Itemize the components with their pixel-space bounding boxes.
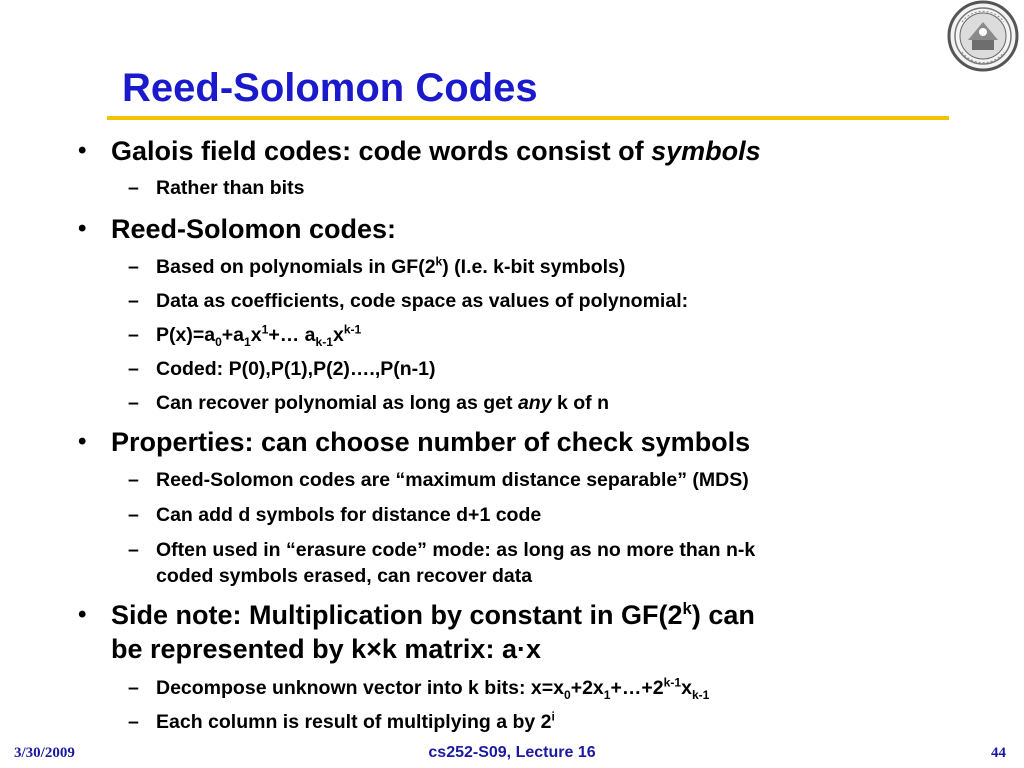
sub-bullet-recover-polynomial [128, 390, 609, 416]
sub-bullet-mds [128, 467, 749, 493]
sub-bullet-text: Data as coefficients, code space as values of polynomial: [156, 290, 689, 312]
sub-bullet-each-column [128, 709, 555, 735]
sub-bullet-text: Reed-Solomon codes are “maximum distance separable” (MDS) [156, 469, 749, 491]
dash-marker: – [128, 324, 139, 346]
bullet-marker: • [78, 601, 87, 628]
sub-bullet-emphasis: any [517, 392, 552, 414]
dash-marker: – [128, 358, 139, 380]
dash-marker: – [128, 290, 139, 312]
bullet-text-continued: x [525, 634, 541, 664]
formula-part: x [250, 324, 262, 346]
sub-bullet-text: Coded: P(0),P(1),P(2)….,P(n-1) [156, 358, 436, 380]
bullet-marker: • [78, 428, 87, 455]
footer-course: cs252-S09, Lecture 16 [428, 744, 596, 761]
subscript: 1 [603, 687, 611, 702]
bullet-properties [78, 425, 751, 459]
formula-part: +…+2 [610, 677, 664, 699]
slide-title: Reed-Solomon Codes [122, 66, 538, 110]
sub-bullet-polynomial-formula [128, 322, 362, 349]
times-symbol: × [366, 634, 382, 664]
bullet-text-continued: k matrix: a [381, 634, 517, 664]
footer-date: 3/30/2009 [14, 745, 75, 761]
bullet-text-continued: be represented by k [111, 634, 367, 664]
subscript: 1 [244, 334, 251, 349]
footer-page-number: 44 [991, 745, 1006, 761]
dash-marker: – [128, 469, 139, 491]
sub-bullet-text: Can recover polynomial as long as get [156, 392, 518, 414]
bullet-marker: • [78, 215, 87, 242]
subscript: k-1 [315, 334, 333, 349]
bullet-emphasis: symbols [651, 136, 761, 166]
bullet-side-note [78, 598, 755, 666]
subscript: 0 [215, 334, 222, 349]
subscript: k-1 [691, 687, 710, 702]
sub-bullet-coded-values [128, 356, 436, 382]
bullet-marker: • [78, 137, 87, 164]
sub-bullet-text-continued: coded symbols erased, can recover data [156, 565, 533, 587]
sub-bullet-text: ) (I.e. k-bit symbols) [442, 256, 626, 278]
dash-marker: – [128, 677, 139, 699]
sub-bullet-erasure-code [128, 537, 756, 589]
bullet-galois-field-codes [78, 134, 761, 168]
bullet-text: Properties: can choose number of check symbols [111, 427, 751, 457]
superscript: k-1 [343, 322, 362, 337]
dash-marker: – [128, 177, 139, 199]
superscript: k [682, 599, 692, 618]
sub-bullet-text: k of n [551, 392, 609, 414]
dash-marker: – [128, 392, 139, 414]
sub-bullet-decompose-vector [128, 675, 710, 702]
sub-bullet-text: Rather than bits [156, 177, 305, 199]
superscript: k-1 [663, 675, 682, 690]
formula-part: +a [221, 324, 245, 346]
superscript: k [435, 254, 443, 269]
bullet-text: Reed-Solomon codes: [111, 214, 397, 244]
superscript: 1 [261, 322, 269, 337]
sub-bullet-rather-than-bits [128, 175, 305, 201]
sub-bullet-polynomials-gf [128, 254, 626, 280]
formula-part: P(x)=a [156, 324, 216, 346]
dot-symbol: · [516, 634, 526, 664]
bullet-text: Galois field codes: code words consist of [111, 136, 652, 166]
bullet-reed-solomon-codes [78, 212, 397, 246]
sub-bullet-text: Can add d symbols for distance d+1 code [156, 504, 542, 526]
formula-part: x [681, 677, 692, 699]
bullet-text: Side note: Multiplication by constant in GF(2 [111, 600, 683, 630]
formula-part: +2x [570, 677, 604, 699]
dash-marker: – [128, 504, 139, 526]
bullet-text: ) can [691, 600, 755, 630]
sub-bullet-data-as-coefficients [128, 288, 689, 314]
superscript: i [551, 709, 555, 724]
subscript: 0 [563, 687, 571, 702]
dash-marker: – [128, 711, 139, 733]
sub-bullet-text: Based on polynomials in GF(2 [156, 256, 436, 278]
formula-part: x [332, 324, 344, 346]
dash-marker: – [128, 256, 139, 278]
formula-part: Decompose unknown vector into k bits: x=x [156, 677, 564, 699]
dash-marker: – [128, 539, 139, 561]
sub-bullet-text: Often used in “erasure code” mode: as long as no more than n-k [156, 539, 756, 561]
formula-part: +… a [268, 324, 316, 346]
sub-bullet-add-d-symbols [128, 502, 542, 528]
sub-bullet-text: Each column is result of multiplying a by 2 [156, 711, 552, 733]
